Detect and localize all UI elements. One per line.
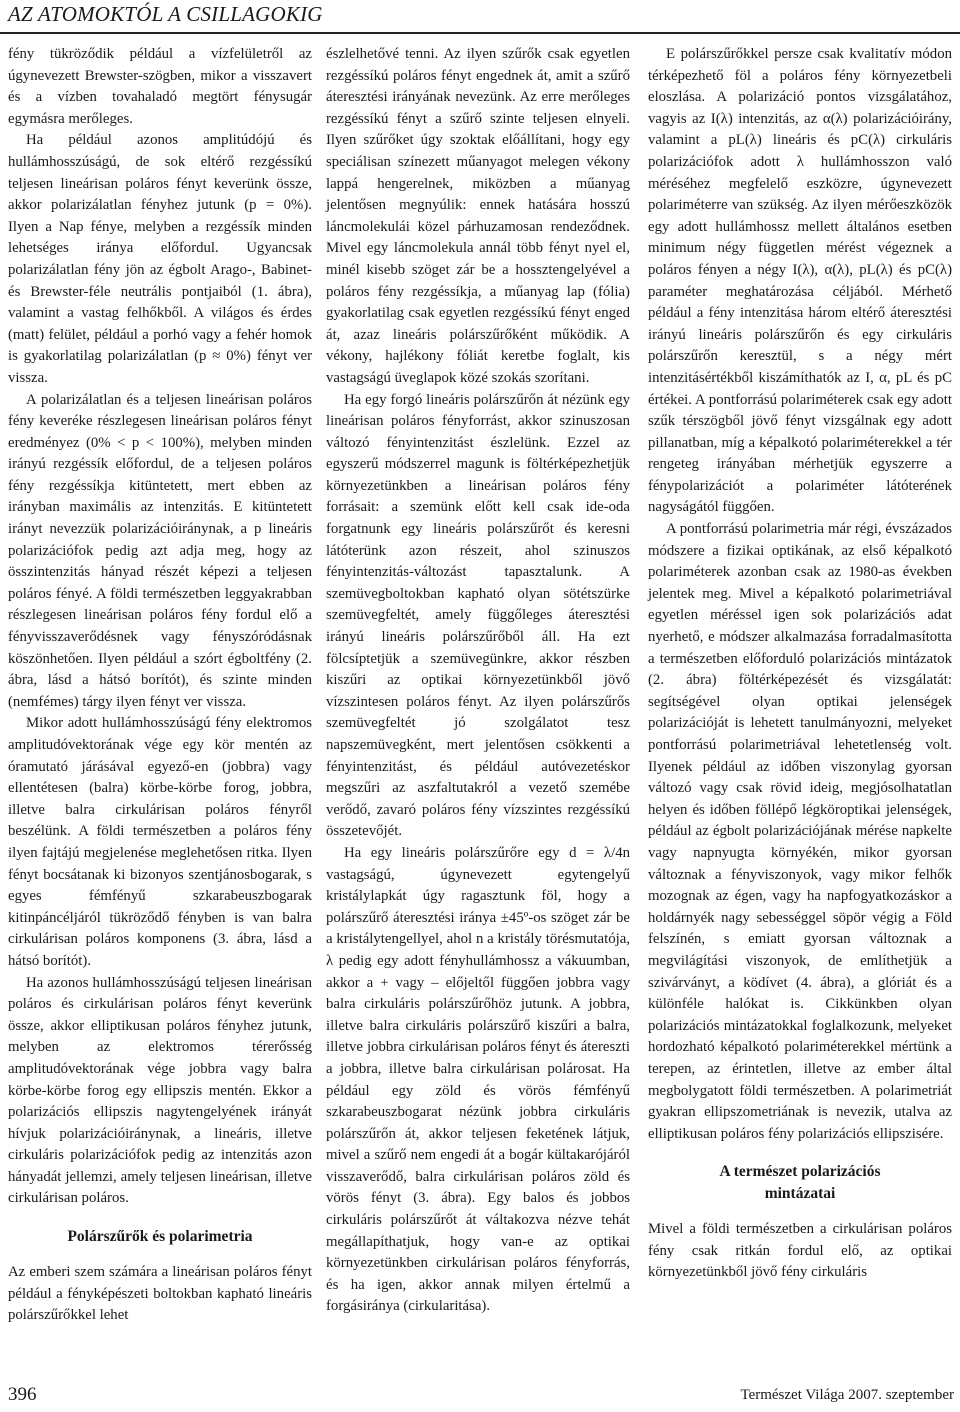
paragraph: Ha például azonos amplitúdójú és hullámhosszúságú, de sok eltérő rezgéssíkú teljesen lineárisan poláros fényt keverünk össze, akkor polarizálatlan fényhez jutunk (p = 0%). Ilyen a Nap fénye, melyben a rezgéssík minden lehetséges iránya előfordul. Ugyancsak polarizálatlan fény jön az égbolt Arago-, Babinet- és Brewster-féle neutrális pontjaiból (1. ábra), valamint a vastag felhőkből. A világos és érdes (matt) felület, például a porhó vagy a fehér homok is gyakorlatilag polarizálatlan (p ≈ 0%) fényt ver vissza.	[8, 132, 312, 386]
journal-footer: Természet Világa 2007. szeptember	[740, 1387, 954, 1403]
column-3	[648, 44, 952, 1284]
column-1	[8, 44, 312, 1327]
paragraph: Az emberi szem számára a lineárisan poláros fényt például a fényképészeti boltokban kapható lineáris polárszűrőkkel lehet	[8, 1264, 312, 1324]
page-number: 396	[8, 1384, 37, 1405]
section-heading-termeszet	[648, 1161, 952, 1205]
heading-line: mintázatai	[764, 1185, 836, 1203]
section-heading-polarszurok: Polárszűrők és polarimetria	[67, 1228, 253, 1246]
paragraph: A pontforrású polarimetria már régi, évszázados módszere a fizikai optikának, az első képalkotó polariméterek azonban csak az 1980-as években jelentek meg. Mivel a képalkotó polarimetriával egyetlen méréssel igen sok polarizációs adat nyerhető, e módszer alkalmazása forradalmasította a természetben előforduló polarizációs mintázatok (2. ábra) föltérképezését és vizsgálatát: segítségével olyan optikai jelenségek polarizációját is lehetett tanulmányozni, melyeket pontforrású polarimetriával lehetetlenség volt. Ilyenek például az időben viszonylag gyorsan változó vagy csak rövid ideig, megjósolhatatlan helyen és időben föllépő légköroptikai jelenségek, például az égbolt polarizációjának mérése napkelte vagy napnyugta környékén, mikor gyorsan változnak a fényviszonyok, vagy mikor felhők mozognak az égen, vagy ha napfogyatkozáskor a holdárnyék nagy sebességgel söpör végig a Föld felszínén, s emiatt gyorsan változnak a megvilágítási viszonyok, de említhetjük a szivárványt, a ködívet (4. ábra), a glóriát és a különféle halókat is. Cikkünkben olyan polarizációs mintázatokkal foglalkozunk, melyeket hordozható képalkotó polariméterekkel mértünk a terepen, az érintetlen, illetve az ember által megbolygatott földi természetben. A polarimetriát gyakran ellipszometriának is nevezik, utalva az elliptikusan poláros fény polarizációs ellipszisére.	[648, 521, 952, 1142]
paragraph: Mikor adott hullámhosszúságú fény elektromos amplitudóvektorának vége egy kör mentén az óramutató járásával egyező-en (jobbra) vagy ellentétesen (balra) körbe-körbe forog, jobbra, illetve balra cirkulárisan poláros fényről beszélünk. A földi természetben a poláros fény ilyen fajtájú megjelenése meglehetősen ritka. Ilyen fényt bocsátanak ki bizonyos szentjánosbogarak, s egyes fémfényű szkarabeuszbogarak kitinpáncéljáról tükröződő fényben is van balra cirkulárisan poláros komponens (3. ábra, lásd a hátsó borítót).	[8, 715, 312, 969]
heading-line: A természet polarizációs	[719, 1163, 881, 1181]
paragraph: Ha egy lineáris polárszűrőre egy d = λ/4n vastagságú, úgynevezett egytengelyű kristálylapkát úgy ragasztunk föl, hogy a polárszűrő áteresztési iránya ±45º-os szöget zár be a kristálytengellyel, ahol n a kristály törésmutatója, λ pedig egy adott fényhullámhossz a vákuumban, akkor a + vagy – előjeltől függően jobbra vagy balra cirkuláris polárszűrőhöz jutunk. A jobbra, illetve balra cirkuláris polárszűrő kiszűri a balra, illetve jobbra cirkulárisan poláros fényt és átereszti a jobbra, illetve balra cirkulárisan polárosat. Ha például egy zöld és vörös fémfényű szkarabeuszbogarat nézünk jobbra cirkuláris polárszűrőn át, akkor teljesen feketének látjuk, mivel a szűrő nem engedi át a bogár kültakarójáról visszaverődő, balra cirkulárisan poláros zöld és vörös fényt (3. ábra). Egy balos és jobbos cirkuláris polárszűrőt át váltakozva nézve tehát megállapíthatjuk, hogy van-e az optikai környezetünkben cirkulárisan poláros fényforrás, és ha igen, akkor annak milyen értelmű a forgásiránya (cirkularitása).	[326, 844, 630, 1315]
paragraph: észlelhetővé tenni. Az ilyen szűrők csak egyetlen rezgéssíkú poláros fényt engednek át, amit a szűrő áteresztési irányának nevezünk. Az erre merőleges rezgéssíkú fényt a szűrő szinte teljesen elnyeli. Ilyen szűrőket úgy szoktak előállítani, hogy egy speciálisan színezett műanyagot melegen vékony lappá hengerelnek, miközben a műanyag jelentősen megnyúlik: ennek hatására hosszú láncmolekulái közel párhuzamosan rendeződnek. Mivel egy láncmolekula annál több fényt nyel el, minél kisebb szöget zár be a hossztengelyével a poláros fény rezgéssíkja, a műanyag lap (fólia) gyakorlatilag csak egyetlen rezgéssíkú fényt enged át, azaz lineáris polárszűrőként működik. A vékony, hajlékony fóliát keretbe foglalt, kis vastagságú üveglapok közé szokás szorítani.	[326, 46, 630, 386]
column-2	[326, 44, 630, 1318]
paragraph: Ha azonos hullámhosszúságú teljesen lineárisan poláros és cirkulárisan poláros fényt keverünk össze, akkor elliptikusan poláros fényhez jutunk, melyben az elektromos térerősség amplitudóvektorának vége jobbra vagy balra körbe-körbe forog egy ellipszis mentén. Ekkor a polarizációs ellipszis nagytengelyének irányát hívjuk polarizációiránynak, a lineáris, illetve cirkuláris polarizációfok pedig az intenzitás azon hányadát jellemzi, amely teljesen lineárisan, illetve cirkulárisan poláros.	[8, 974, 312, 1207]
paragraph: E polárszűrőkkel persze csak kvalitatív módon térképezhető föl a poláros fény környezetbeli eloszlása. A polarizáció pontos vizsgálatához, vagyis az I(λ) intenzitás, az α(λ) polarizációirány, valamint a pL(λ) lineáris és pC(λ) cirkuláris polarizációfok adott λ hullámhosszon való méréséhez megfelelő eszközre, úgynevezett polariméterre van szükség. Az ilyen mérőeszközök egy adott hullámhossz mellett általános esetben minimum négy független mérést végeznek a poláros fényen a négy I(λ), α(λ), pL(λ) és pC(λ) paraméter meghatározása céljából. Mérhető például a fény intenzitása három eltérő áteresztési irányú lineáris polárszűrőn és egy cirkuláris polárszűrőn keresztül, s a négy mért intenzitásértékből kiszámíthatók az I, α, pL és pC értékei. A pontforrású polariméterek csak egy adott szűk térszögből jövő fényt vizsgálnak egy adott pillanatban, míg a képalkotó polariméterekkel a tér rengeteg irányában mérhetjük egyszerre a fénypolarizációt a polariméter látóterének nagyságától függően.	[648, 46, 952, 516]
running-header	[0, 0, 960, 34]
paragraph: fény tükröződik például a vízfelületről az úgynevezett Brewster-szögben, mikor a visszavert és a vízben tovahaladó megtört fénysugár egymásra merőleges.	[8, 46, 312, 127]
section-title: AZ ATOMOKTÓL A CSILLAGOKIG	[8, 2, 323, 26]
paragraph: A polarizálatlan és a teljesen lineárisan poláros fény keveréke részlegesen lineárisan poláros fényt eredményez (0% < p < 100%), melyben minden irányú rezgéssík előfordul, de a teljesen poláros fény rezgéssíkja kitüntetett, mert ebben az irányban maximális az intenzitás. E kitüntetett irányt nevezzük polarizációiránynak, a p lineáris polarizációfok pedig azt adja meg, hogy az összintenzitás hányad részét képezi a teljesen poláros fényé. A földi természetben leggyakrabban részlegesen lineárisan poláros fény fordul elő a fényvisszaverődésnek vagy fényszóródásnak köszönhetően. Ilyen például a szórt égboltfény (2. ábra, lásd a hátsó borítót), és szinte minden (nemfémes) tárgy ilyen fényt ver vissza.	[8, 391, 312, 710]
paragraph: Ha egy forgó lineáris polárszűrőn át nézünk egy lineárisan poláros fényforrást, akkor szinuszosan változó fényintenzitást észlelünk. Ezzel az egyszerű módszerrel magunk is föltérképezhetjük környezetünkben a lineárisan poláros fény forrásait: a szemünk előtt kell csak ide-oda forgatnunk egy lineáris polárszűrőt és keresni látóterünk azon részeit, ahol szinuszos fényintenzitás-változást tapasztalunk. A szemüvegboltokban kapható olyan sötétszürke szemüvegfeltét, amely függőleges áteresztési irányú lineáris polárszűrőből áll. Ha ezt fölcsíptetjük a szemüvegünkre, akkor részben kiszűri az optikai környezetünkből jövő vízszintesen poláros fényt. Az ilyen polárszűrős szemüvegfeltét jó szolgálatot tesz napszemüvegként, mert jelentősen csökkenti a fényintenzitást, és például autóvezetéskor megszűri az aszfaltutakról a vezető szemébe verődő, zavaró poláros fény vízszintes rezgéssíkú összetevőjét.	[326, 391, 630, 840]
paragraph: Mivel a földi természetben a cirkulárisan poláros fény csak ritkán fordul elő, az optikai környezetünkből jövő fény cirkuláris	[648, 1221, 952, 1281]
